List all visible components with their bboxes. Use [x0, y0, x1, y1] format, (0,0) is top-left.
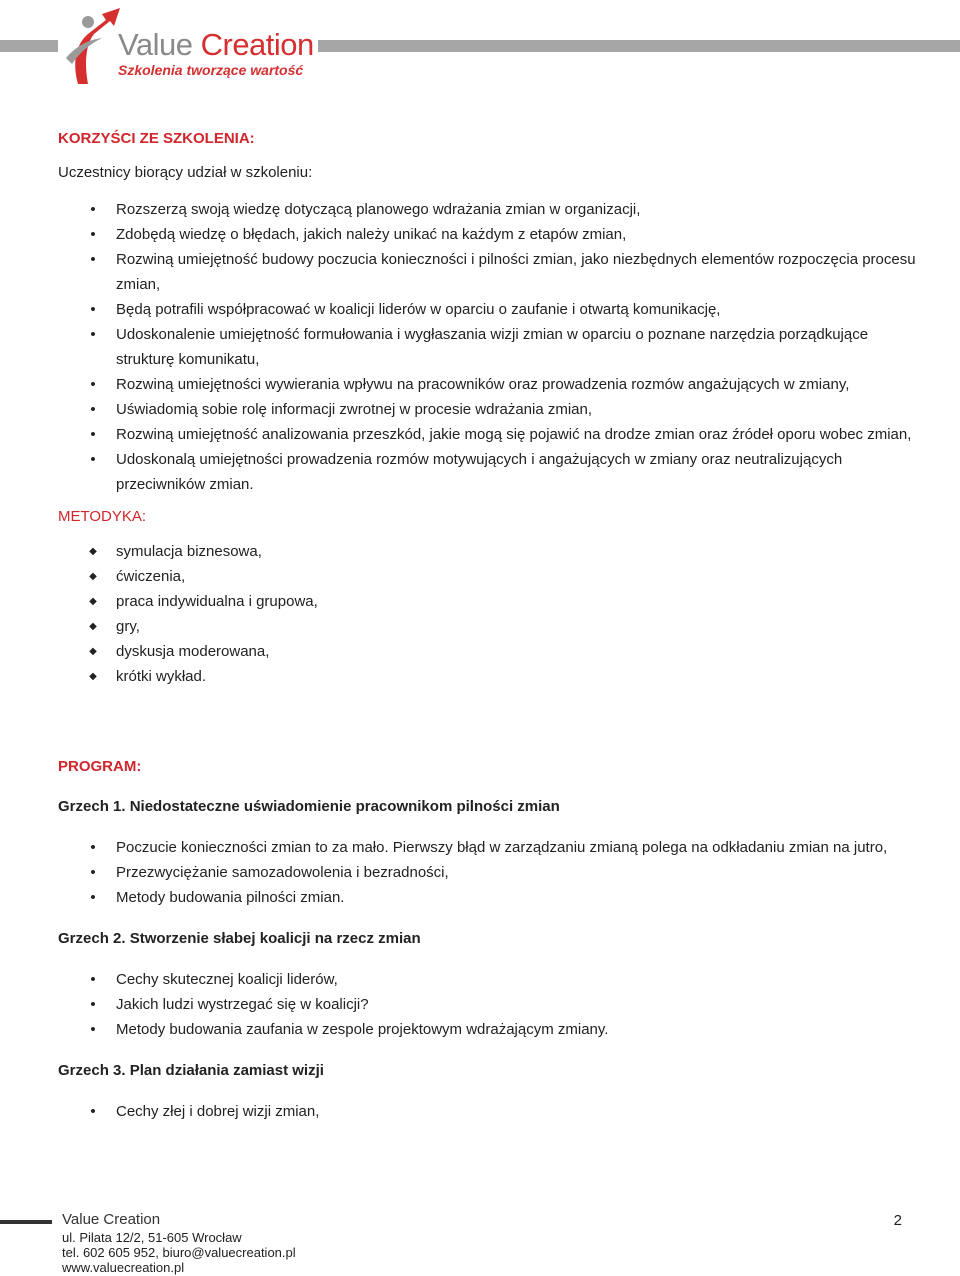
footer-address: ul. Pilata 12/2, 51-605 Wrocław [62, 1230, 242, 1245]
footer-rule [0, 1220, 52, 1224]
bullet-icon: • [90, 451, 96, 468]
program-section-list [58, 835, 918, 910]
list-item [90, 835, 918, 860]
bullet-icon: • [90, 1103, 96, 1120]
list-item [90, 992, 918, 1017]
list-item [89, 664, 918, 689]
list-item [90, 447, 918, 497]
bullet-icon: • [90, 226, 96, 243]
list-item [90, 422, 918, 447]
methodology-list [58, 539, 918, 689]
list-item [90, 1099, 918, 1124]
logo-wordmark: Value Creation [118, 27, 314, 62]
list-item-text: Jakich ludzi wystrzegać się w koalicji? [116, 996, 369, 1013]
bullet-icon: • [90, 889, 96, 906]
list-item-text: Cechy skutecznej koalicji liderów, [116, 971, 338, 988]
bullet-icon: • [90, 971, 96, 988]
bullet-icon: ◆ [89, 546, 97, 557]
list-item [90, 1017, 918, 1042]
bullet-icon: ◆ [89, 671, 97, 682]
benefits-intro: Uczestnicy biorący udział w szkoleniu: [58, 164, 313, 181]
program-section-title: Grzech 1. Niedostateczne uświadomienie pracownikom pilności zmian [58, 798, 560, 815]
list-item [90, 860, 918, 885]
header-bar-left [0, 40, 58, 52]
list-item-text: dyskusja moderowana, [116, 643, 270, 660]
program-section-title: Grzech 3. Plan działania zamiast wizji [58, 1062, 324, 1079]
list-item-text: symulacja biznesowa, [116, 543, 262, 560]
list-item [90, 322, 918, 372]
list-item [90, 197, 918, 222]
list-item-text: Cechy złej i dobrej wizji zmian, [116, 1103, 320, 1120]
list-item [90, 222, 918, 247]
list-item-text: Rozszerzą swoją wiedzę dotyczącą planowego wdrażania zmian w organizacji, [116, 201, 641, 218]
bullet-icon: ◆ [89, 571, 97, 582]
program-section-list [58, 1099, 918, 1124]
list-item-text: Metody budowania pilności zmian. [116, 889, 345, 906]
bullet-icon: • [90, 401, 96, 418]
list-item-text: Udoskonalą umiejętności prowadzenia rozmów motywujących i angażujących w zmiany oraz neutralizujących przeciwników zmian. [116, 451, 843, 493]
list-item [89, 539, 918, 564]
list-item [90, 885, 918, 910]
list-item-text: krótki wykład. [116, 668, 207, 685]
logo-tagline: Szkolenia tworzące wartość [118, 62, 304, 78]
page-header [0, 0, 960, 90]
list-item-text: ćwiczenia, [116, 568, 186, 585]
list-item [90, 247, 918, 297]
page-number: 2 [893, 1212, 902, 1229]
bullet-icon: • [90, 864, 96, 881]
list-item-text: Uświadomią sobie rolę informacji zwrotnej w procesie wdrażania zmian, [116, 401, 593, 418]
list-item-text: Rozwiną umiejętności wywierania wpływu na pracowników oraz prowadzenia rozmów angażujących w zmiany, [116, 376, 850, 393]
program-section-title: Grzech 2. Stworzenie słabej koalicji na rzecz zmian [58, 930, 421, 947]
bullet-icon: ◆ [89, 646, 97, 657]
program-heading: PROGRAM: [58, 758, 142, 775]
list-item [89, 564, 918, 589]
list-item-text: Rozwiną umiejętność budowy poczucia konieczności i pilności zmian, jako niezbędnych elementów rozpoczęcia procesu zmian, [116, 251, 916, 293]
footer-website: www.valuecreation.pl [62, 1260, 185, 1275]
list-item-text: Metody budowania zaufania w zespole projektowym wdrażającym zmiany. [116, 1021, 609, 1038]
bullet-icon: • [90, 201, 96, 218]
page-footer [0, 1208, 960, 1276]
list-item-text: Zdobędą wiedzę o błędach, jakich należy unikać na każdym z etapów zmian, [116, 226, 627, 243]
program-sections [58, 794, 918, 1124]
list-item [90, 397, 918, 422]
bullet-icon: ◆ [89, 596, 97, 607]
list-item [90, 297, 918, 322]
list-item-text: praca indywidualna i grupowa, [116, 593, 318, 610]
list-item [90, 372, 918, 397]
benefits-list [58, 197, 918, 497]
list-item [90, 967, 918, 992]
bullet-icon: ◆ [89, 621, 97, 632]
program-section-list [58, 967, 918, 1042]
list-item-text: Będą potrafili współpracować w koalicji liderów w oparciu o zaufanie i otwartą komunikację, [116, 301, 721, 318]
bullet-icon: • [90, 996, 96, 1013]
document-body [58, 126, 918, 1124]
list-item-text: Rozwiną umiejętność analizowania przeszkód, jakie mogą się pojawić na drodze zmian oraz źródeł oporu wobec zmian, [116, 426, 912, 443]
bullet-icon: • [90, 839, 96, 856]
methodology-heading: METODYKA: [58, 508, 147, 525]
list-item-text: Przezwyciężanie samozadowolenia i bezradności, [116, 864, 449, 881]
list-item-text: Poczucie konieczności zmian to za mało. Pierwszy błąd w zarządzaniu zmianą polega na odkładaniu zmian na jutro, [116, 839, 888, 856]
header-bar-right [318, 40, 960, 52]
bullet-icon: • [90, 1021, 96, 1038]
bullet-icon: • [90, 301, 96, 318]
bullet-icon: • [90, 326, 96, 343]
benefits-heading: KORZYŚCI ZE SZKOLENIA: [58, 130, 255, 147]
list-item-text: Udoskonalenie umiejętność formułowania i wygłaszania wizji zmian w oparciu o poznane narzędzia porządkujące strukturę komunikatu, [116, 326, 869, 368]
footer-contact: tel. 602 605 952, biuro@valuecreation.pl [62, 1245, 296, 1260]
list-item [89, 614, 918, 639]
list-item [89, 639, 918, 664]
bullet-icon: • [90, 426, 96, 443]
footer-brand: Value Creation [62, 1211, 161, 1228]
list-item-text: gry, [116, 618, 140, 635]
bullet-icon: • [90, 251, 96, 268]
list-item [89, 589, 918, 614]
bullet-icon: • [90, 376, 96, 393]
